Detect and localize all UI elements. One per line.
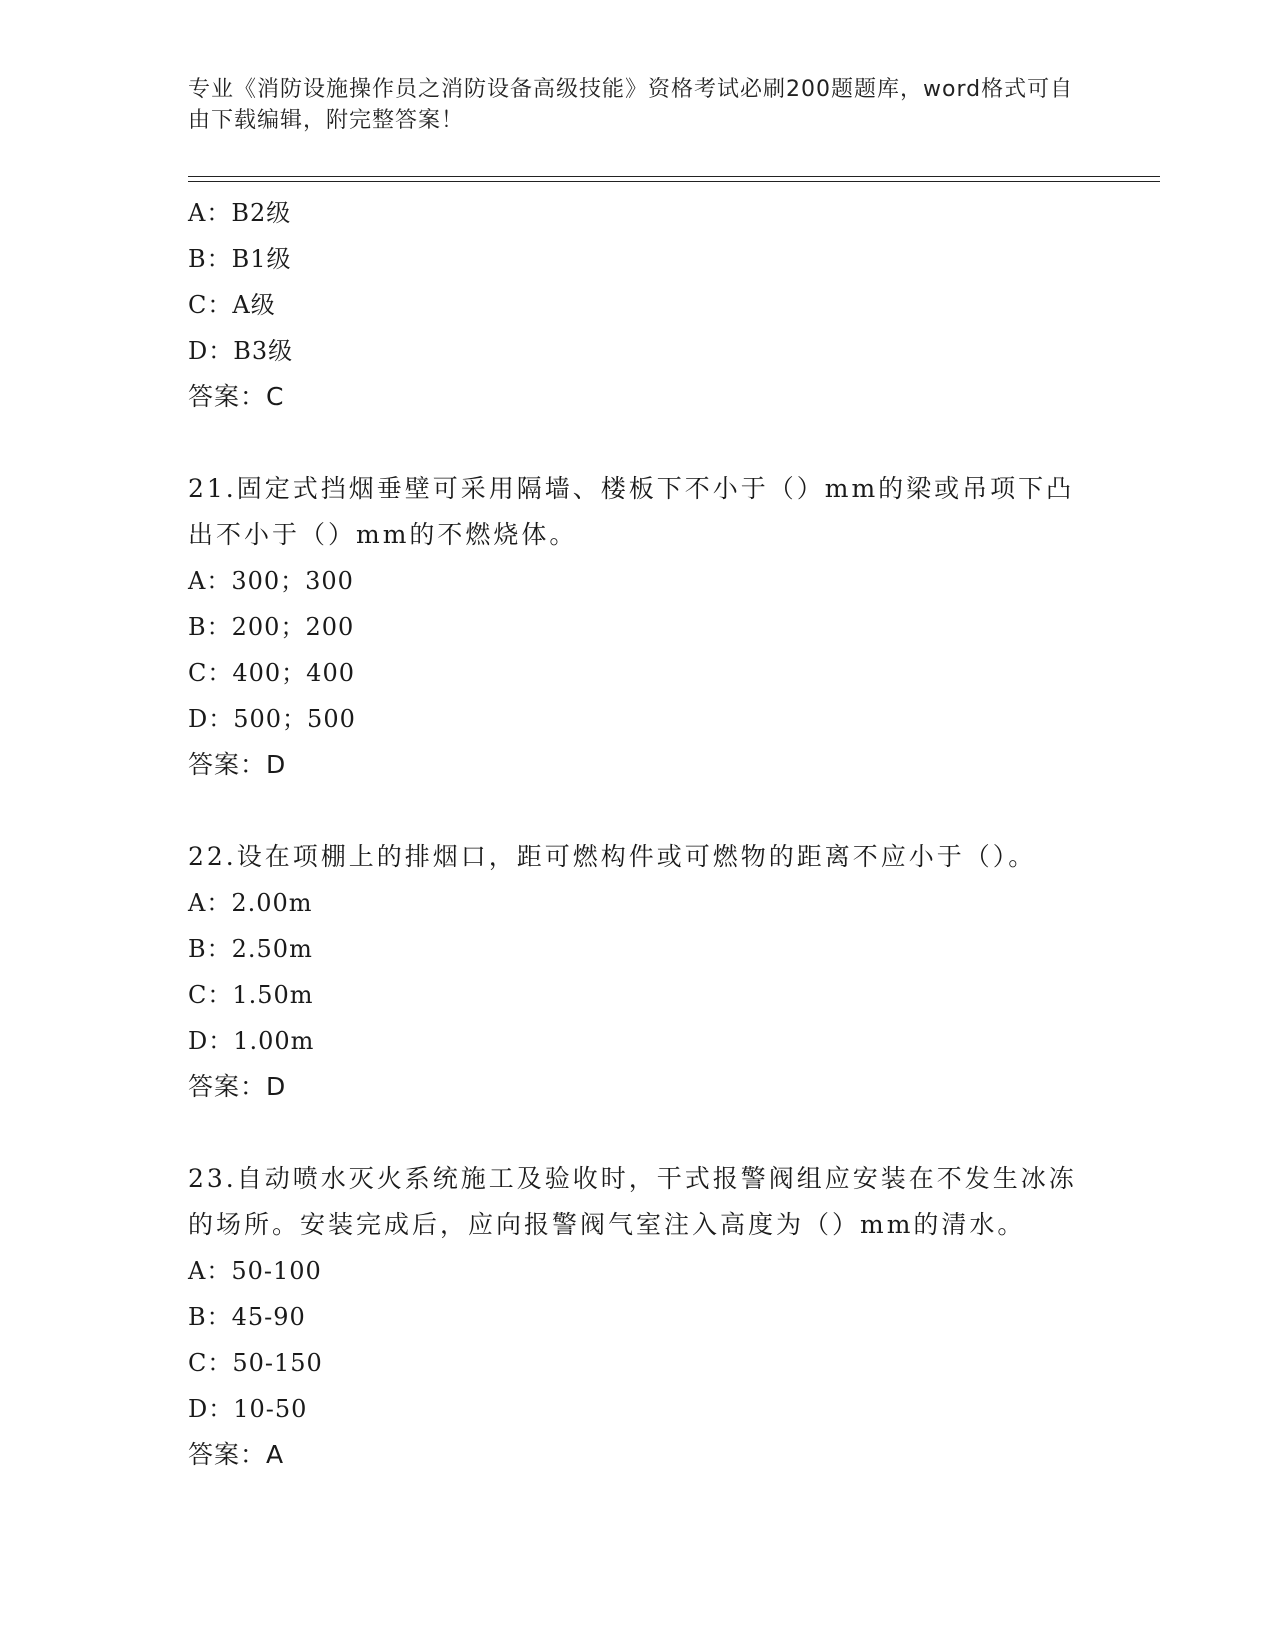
answer-value: C: [266, 382, 285, 411]
header-divider-bottom: [188, 181, 1160, 182]
option-c: C：50-150: [188, 1349, 323, 1377]
answer-value: A: [266, 1440, 285, 1469]
question-text: 22.设在项棚上的排烟口，距可燃构件或可燃物的距离不应小于（）。: [188, 842, 1037, 871]
answer-label: 答案：: [188, 1072, 267, 1101]
question-text: 21.固定式挡烟垂壁可采用隔墙、楼板下不小于（）mm的梁或吊项下凸出不小于（）mm的不燃烧体。: [188, 474, 1075, 549]
option-a: A：2.00m: [188, 889, 313, 917]
option-d: D：B3级: [188, 337, 294, 365]
answer-label: 答案：: [188, 1440, 267, 1469]
answer-line: [188, 742, 1088, 788]
document-header: 专业《消防设施操作员之消防设备高级技能》资格考试必刷200题题库，word格式可自由下载编辑，附完整答案！: [188, 77, 1074, 133]
option-c: C：400；400: [188, 659, 355, 687]
option-d: D：10-50: [188, 1395, 308, 1423]
option-a: A：300；300: [188, 567, 354, 595]
option-b: B：200；200: [188, 613, 355, 641]
option-d: D：1.00m: [188, 1027, 315, 1055]
option-a: A：B2级: [188, 199, 292, 227]
option-d: D：500；500: [188, 705, 356, 733]
header-divider-top: [188, 176, 1160, 177]
answer-line: [188, 1432, 1088, 1478]
option-b: B：45-90: [188, 1303, 306, 1331]
option-b: B：B1级: [188, 245, 292, 273]
answer-line: [188, 1064, 1088, 1110]
option-a: A：50-100: [188, 1257, 322, 1285]
option-b: B：2.50m: [188, 935, 313, 963]
answer-value: D: [266, 1072, 287, 1101]
answer-line: [188, 374, 1088, 420]
question-list: [188, 190, 1088, 1478]
question-21: [188, 466, 1088, 788]
question-text: 23.自动喷水灭火系统施工及验收时，干式报警阀组应安装在不发生冰冻的场所。安装完成后，应向报警阀气室注入高度为（）mm的清水。: [188, 1164, 1077, 1239]
answer-value: D: [266, 750, 287, 779]
option-c: C：A级: [188, 291, 276, 319]
question-23: [188, 1156, 1088, 1478]
answer-label: 答案：: [188, 750, 267, 779]
question-22: [188, 834, 1088, 1110]
answer-label: 答案：: [188, 382, 267, 411]
question-20-continued: [188, 190, 1088, 420]
option-c: C：1.50m: [188, 981, 314, 1009]
